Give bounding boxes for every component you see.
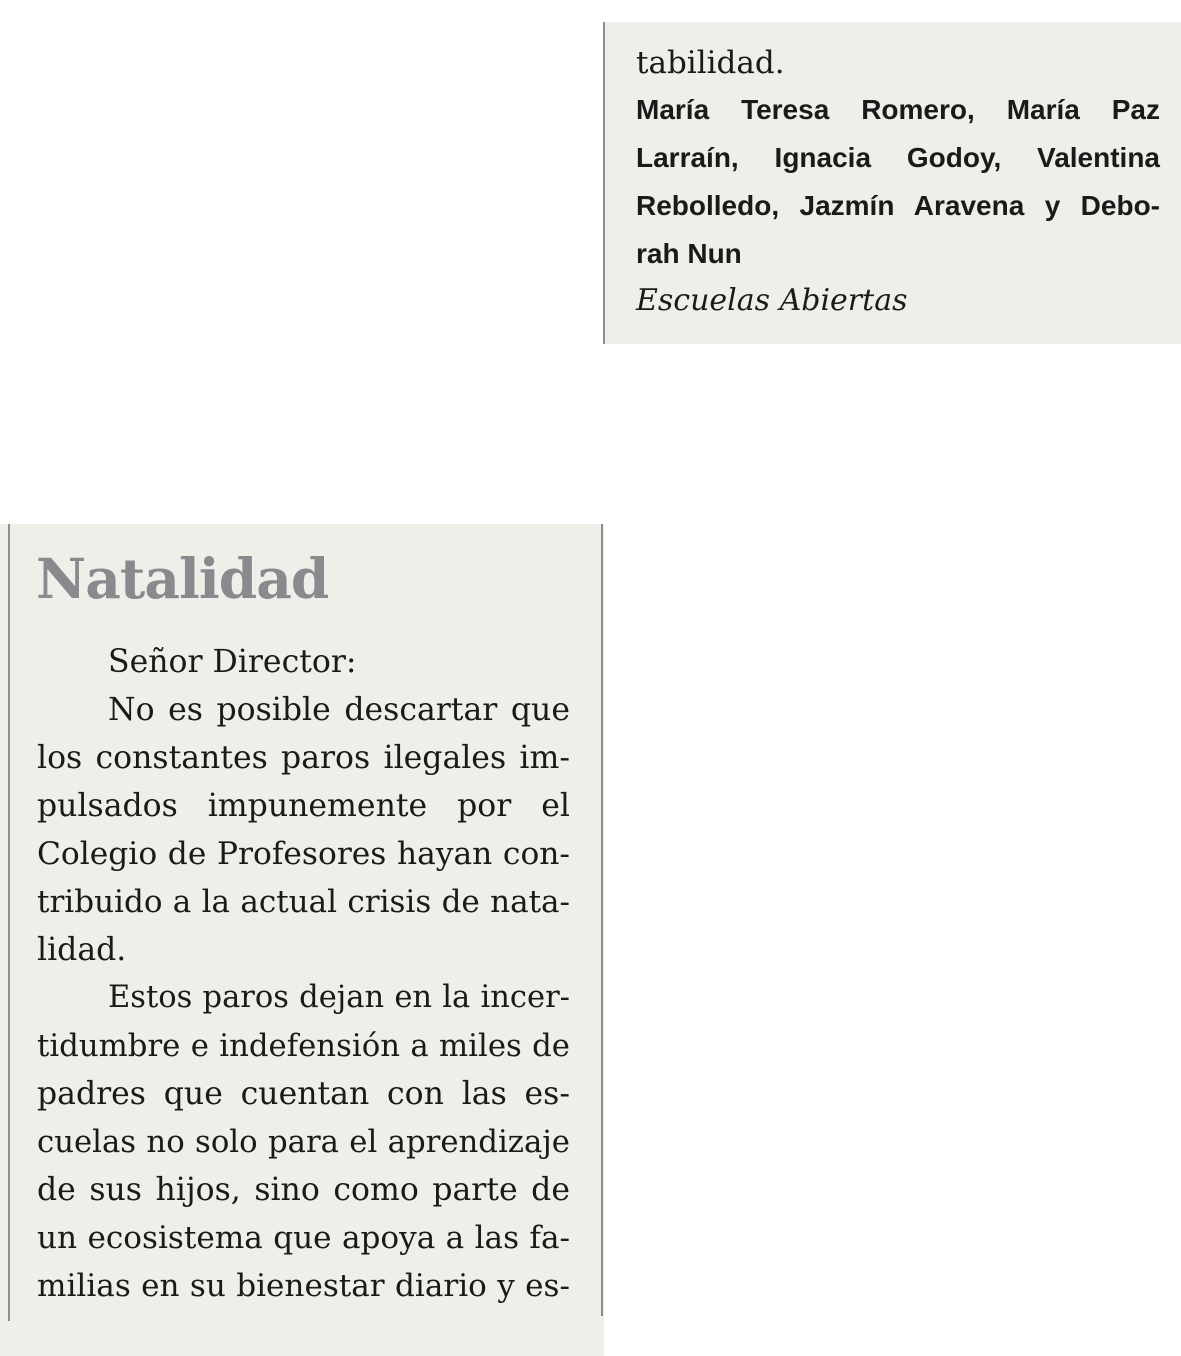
letter-line: los constantes paros ilegales im- xyxy=(37,740,570,776)
letter-headline: Natalidad xyxy=(36,546,329,611)
letter-body xyxy=(37,638,570,1310)
letter-line: cuelas no solo para el aprendizaje xyxy=(37,1124,570,1160)
signature-organization: Escuelas Abiertas xyxy=(636,283,908,318)
letter-line: tribuido a la actual crisis de nata- xyxy=(37,884,570,920)
letter-line: Colegio de Profesores hayan con- xyxy=(37,836,570,872)
letter-line: No es posible descartar que xyxy=(108,692,570,728)
signature-line: rah Nun xyxy=(636,238,742,269)
signature-line: María Teresa Romero, María Paz xyxy=(636,94,1160,125)
letter-line: Estos paros dejan en la incer- xyxy=(108,980,570,1015)
letter-signatures xyxy=(636,86,1160,278)
letter-salutation: Señor Director: xyxy=(108,644,357,680)
column-divider xyxy=(603,22,605,344)
letter-line: pulsados impunemente por el xyxy=(37,788,570,824)
column-divider-left xyxy=(8,524,10,1321)
letter-line: tidumbre e indefensión a miles de xyxy=(37,1028,570,1064)
letter-line: milias en su bienestar diario y es- xyxy=(37,1268,570,1304)
column-divider-right xyxy=(601,524,603,1316)
signature-line: Larraín, Ignacia Godoy, Valentina xyxy=(636,142,1160,173)
signature-line: Rebolledo, Jazmín Aravena y Debo- xyxy=(636,190,1160,221)
letter-line: padres que cuentan con las es- xyxy=(37,1076,570,1112)
letter-line: un ecosistema que apoya a las fa- xyxy=(37,1220,570,1256)
letter-line: lidad. xyxy=(37,932,127,968)
letter-line: de sus hijos, sino como parte de xyxy=(37,1172,570,1208)
previous-letter-tail: tabilidad. xyxy=(636,45,785,81)
